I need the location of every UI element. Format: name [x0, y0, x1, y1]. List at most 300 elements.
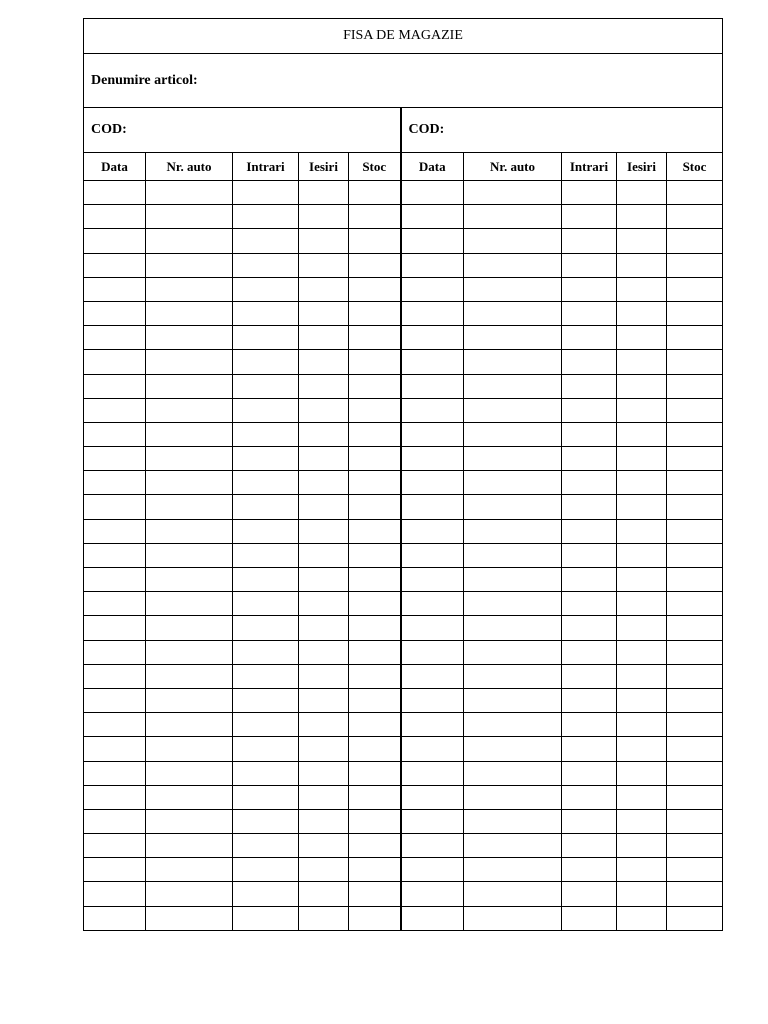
table-cell[interactable]	[464, 519, 562, 543]
table-cell[interactable]	[562, 447, 617, 471]
table-cell[interactable]	[562, 326, 617, 350]
table-cell[interactable]	[617, 592, 667, 616]
table-cell[interactable]	[299, 374, 349, 398]
table-cell[interactable]	[401, 181, 464, 205]
table-cell[interactable]	[146, 568, 233, 592]
table-cell[interactable]	[401, 205, 464, 229]
table-cell[interactable]	[562, 640, 617, 664]
table-cell[interactable]	[562, 422, 617, 446]
table-cell[interactable]	[617, 205, 667, 229]
table-cell[interactable]	[146, 326, 233, 350]
table-cell[interactable]	[146, 422, 233, 446]
table-cell[interactable]	[667, 592, 723, 616]
table-cell[interactable]	[667, 301, 723, 325]
table-cell[interactable]	[233, 688, 299, 712]
table-cell[interactable]	[562, 277, 617, 301]
table-cell[interactable]	[667, 422, 723, 446]
table-cell[interactable]	[617, 809, 667, 833]
table-cell[interactable]	[667, 616, 723, 640]
table-cell[interactable]	[233, 205, 299, 229]
table-cell[interactable]	[84, 713, 146, 737]
table-cell[interactable]	[349, 277, 401, 301]
table-cell[interactable]	[349, 616, 401, 640]
table-cell[interactable]	[667, 253, 723, 277]
table-cell[interactable]	[299, 592, 349, 616]
table-cell[interactable]	[562, 688, 617, 712]
table-cell[interactable]	[401, 785, 464, 809]
table-cell[interactable]	[401, 592, 464, 616]
table-cell[interactable]	[617, 374, 667, 398]
table-cell[interactable]	[401, 543, 464, 567]
table-cell[interactable]	[299, 277, 349, 301]
table-cell[interactable]	[562, 495, 617, 519]
table-cell[interactable]	[617, 350, 667, 374]
table-cell[interactable]	[464, 301, 562, 325]
table-cell[interactable]	[349, 447, 401, 471]
table-cell[interactable]	[562, 471, 617, 495]
table-cell[interactable]	[617, 882, 667, 906]
table-cell[interactable]	[233, 471, 299, 495]
table-cell[interactable]	[84, 785, 146, 809]
table-cell[interactable]	[146, 664, 233, 688]
table-cell[interactable]	[464, 906, 562, 930]
table-cell[interactable]	[233, 398, 299, 422]
table-cell[interactable]	[84, 688, 146, 712]
table-cell[interactable]	[84, 301, 146, 325]
table-cell[interactable]	[349, 713, 401, 737]
table-cell[interactable]	[233, 374, 299, 398]
table-cell[interactable]	[464, 374, 562, 398]
table-cell[interactable]	[617, 568, 667, 592]
table-cell[interactable]	[667, 326, 723, 350]
table-cell[interactable]	[233, 543, 299, 567]
table-cell[interactable]	[299, 447, 349, 471]
table-cell[interactable]	[299, 809, 349, 833]
table-cell[interactable]	[299, 688, 349, 712]
table-cell[interactable]	[146, 495, 233, 519]
table-cell[interactable]	[349, 205, 401, 229]
table-cell[interactable]	[464, 277, 562, 301]
table-cell[interactable]	[617, 616, 667, 640]
table-cell[interactable]	[84, 664, 146, 688]
table-cell[interactable]	[667, 809, 723, 833]
table-cell[interactable]	[84, 834, 146, 858]
table-cell[interactable]	[464, 713, 562, 737]
table-cell[interactable]	[562, 882, 617, 906]
table-cell[interactable]	[233, 713, 299, 737]
table-cell[interactable]	[349, 906, 401, 930]
table-cell[interactable]	[299, 543, 349, 567]
table-cell[interactable]	[299, 471, 349, 495]
table-cell[interactable]	[233, 592, 299, 616]
table-cell[interactable]	[617, 713, 667, 737]
table-cell[interactable]	[401, 350, 464, 374]
table-cell[interactable]	[299, 350, 349, 374]
table-cell[interactable]	[562, 229, 617, 253]
table-cell[interactable]	[146, 519, 233, 543]
table-cell[interactable]	[299, 229, 349, 253]
table-cell[interactable]	[146, 592, 233, 616]
table-cell[interactable]	[617, 785, 667, 809]
table-cell[interactable]	[146, 737, 233, 761]
table-cell[interactable]	[562, 809, 617, 833]
table-cell[interactable]	[464, 543, 562, 567]
table-cell[interactable]	[562, 181, 617, 205]
table-cell[interactable]	[146, 181, 233, 205]
table-cell[interactable]	[299, 906, 349, 930]
table-cell[interactable]	[667, 519, 723, 543]
table-cell[interactable]	[349, 568, 401, 592]
table-cell[interactable]	[349, 664, 401, 688]
table-cell[interactable]	[617, 906, 667, 930]
table-cell[interactable]	[299, 664, 349, 688]
table-cell[interactable]	[667, 277, 723, 301]
table-cell[interactable]	[84, 592, 146, 616]
table-cell[interactable]	[401, 398, 464, 422]
table-cell[interactable]	[401, 761, 464, 785]
table-cell[interactable]	[146, 882, 233, 906]
table-cell[interactable]	[464, 737, 562, 761]
table-cell[interactable]	[233, 761, 299, 785]
table-cell[interactable]	[299, 834, 349, 858]
table-cell[interactable]	[233, 858, 299, 882]
table-cell[interactable]	[84, 471, 146, 495]
right-cod-label[interactable]: COD:	[401, 108, 723, 153]
table-cell[interactable]	[617, 422, 667, 446]
table-cell[interactable]	[617, 858, 667, 882]
table-cell[interactable]	[562, 519, 617, 543]
table-cell[interactable]	[464, 568, 562, 592]
table-cell[interactable]	[84, 616, 146, 640]
table-cell[interactable]	[146, 761, 233, 785]
table-cell[interactable]	[562, 664, 617, 688]
table-cell[interactable]	[617, 495, 667, 519]
table-cell[interactable]	[667, 785, 723, 809]
table-cell[interactable]	[464, 253, 562, 277]
table-cell[interactable]	[464, 447, 562, 471]
table-cell[interactable]	[349, 495, 401, 519]
table-cell[interactable]	[667, 447, 723, 471]
table-cell[interactable]	[349, 229, 401, 253]
table-cell[interactable]	[349, 592, 401, 616]
table-cell[interactable]	[233, 640, 299, 664]
left-cod-label[interactable]: COD:	[84, 108, 401, 153]
table-cell[interactable]	[464, 229, 562, 253]
table-cell[interactable]	[401, 495, 464, 519]
table-cell[interactable]	[146, 616, 233, 640]
table-cell[interactable]	[667, 205, 723, 229]
table-cell[interactable]	[299, 181, 349, 205]
table-cell[interactable]	[233, 519, 299, 543]
table-cell[interactable]	[146, 688, 233, 712]
table-cell[interactable]	[233, 834, 299, 858]
table-cell[interactable]	[667, 229, 723, 253]
table-cell[interactable]	[464, 181, 562, 205]
table-cell[interactable]	[401, 737, 464, 761]
table-cell[interactable]	[401, 568, 464, 592]
table-cell[interactable]	[84, 809, 146, 833]
table-cell[interactable]	[146, 809, 233, 833]
table-cell[interactable]	[146, 640, 233, 664]
table-cell[interactable]	[401, 809, 464, 833]
table-cell[interactable]	[667, 350, 723, 374]
table-cell[interactable]	[562, 616, 617, 640]
table-cell[interactable]	[349, 181, 401, 205]
table-cell[interactable]	[233, 229, 299, 253]
table-cell[interactable]	[401, 422, 464, 446]
table-cell[interactable]	[349, 761, 401, 785]
table-cell[interactable]	[464, 592, 562, 616]
table-cell[interactable]	[84, 568, 146, 592]
table-cell[interactable]	[667, 761, 723, 785]
table-cell[interactable]	[84, 326, 146, 350]
table-cell[interactable]	[84, 640, 146, 664]
table-cell[interactable]	[667, 664, 723, 688]
table-cell[interactable]	[617, 688, 667, 712]
table-cell[interactable]	[349, 858, 401, 882]
table-cell[interactable]	[349, 737, 401, 761]
table-cell[interactable]	[401, 688, 464, 712]
table-cell[interactable]	[299, 616, 349, 640]
table-cell[interactable]	[299, 253, 349, 277]
table-cell[interactable]	[349, 398, 401, 422]
table-cell[interactable]	[84, 181, 146, 205]
table-cell[interactable]	[233, 568, 299, 592]
table-cell[interactable]	[667, 834, 723, 858]
table-cell[interactable]	[146, 471, 233, 495]
table-cell[interactable]	[401, 326, 464, 350]
table-cell[interactable]	[146, 398, 233, 422]
table-cell[interactable]	[349, 301, 401, 325]
table-cell[interactable]	[84, 205, 146, 229]
table-cell[interactable]	[233, 326, 299, 350]
table-cell[interactable]	[617, 834, 667, 858]
table-cell[interactable]	[84, 422, 146, 446]
table-cell[interactable]	[84, 447, 146, 471]
table-cell[interactable]	[349, 422, 401, 446]
table-cell[interactable]	[401, 906, 464, 930]
table-cell[interactable]	[562, 761, 617, 785]
table-cell[interactable]	[401, 471, 464, 495]
table-cell[interactable]	[562, 906, 617, 930]
table-cell[interactable]	[562, 374, 617, 398]
table-cell[interactable]	[401, 882, 464, 906]
table-cell[interactable]	[84, 277, 146, 301]
table-cell[interactable]	[84, 906, 146, 930]
table-cell[interactable]	[617, 398, 667, 422]
table-cell[interactable]	[299, 519, 349, 543]
table-cell[interactable]	[84, 398, 146, 422]
table-cell[interactable]	[617, 277, 667, 301]
table-cell[interactable]	[299, 568, 349, 592]
table-cell[interactable]	[464, 834, 562, 858]
table-cell[interactable]	[84, 229, 146, 253]
table-cell[interactable]	[146, 858, 233, 882]
table-cell[interactable]	[617, 543, 667, 567]
table-cell[interactable]	[146, 205, 233, 229]
table-cell[interactable]	[562, 713, 617, 737]
table-cell[interactable]	[299, 640, 349, 664]
table-cell[interactable]	[349, 809, 401, 833]
table-cell[interactable]	[464, 785, 562, 809]
table-cell[interactable]	[233, 809, 299, 833]
table-cell[interactable]	[233, 422, 299, 446]
table-cell[interactable]	[299, 858, 349, 882]
table-cell[interactable]	[349, 253, 401, 277]
table-cell[interactable]	[401, 858, 464, 882]
table-cell[interactable]	[233, 253, 299, 277]
table-cell[interactable]	[84, 737, 146, 761]
table-cell[interactable]	[617, 471, 667, 495]
table-cell[interactable]	[299, 422, 349, 446]
table-cell[interactable]	[667, 543, 723, 567]
table-cell[interactable]	[233, 277, 299, 301]
table-cell[interactable]	[401, 277, 464, 301]
table-cell[interactable]	[233, 447, 299, 471]
table-cell[interactable]	[562, 592, 617, 616]
table-cell[interactable]	[299, 882, 349, 906]
table-cell[interactable]	[464, 616, 562, 640]
table-cell[interactable]	[233, 301, 299, 325]
table-cell[interactable]	[233, 350, 299, 374]
table-cell[interactable]	[562, 737, 617, 761]
table-cell[interactable]	[146, 906, 233, 930]
table-cell[interactable]	[299, 301, 349, 325]
table-cell[interactable]	[667, 181, 723, 205]
table-cell[interactable]	[617, 737, 667, 761]
table-cell[interactable]	[617, 301, 667, 325]
table-cell[interactable]	[464, 205, 562, 229]
table-cell[interactable]	[146, 350, 233, 374]
table-cell[interactable]	[349, 785, 401, 809]
table-cell[interactable]	[233, 664, 299, 688]
item-name-label[interactable]: Denumire articol:	[84, 54, 723, 108]
table-cell[interactable]	[349, 640, 401, 664]
table-cell[interactable]	[349, 688, 401, 712]
table-cell[interactable]	[667, 882, 723, 906]
table-cell[interactable]	[401, 447, 464, 471]
table-cell[interactable]	[562, 785, 617, 809]
table-cell[interactable]	[299, 785, 349, 809]
table-cell[interactable]	[562, 301, 617, 325]
table-cell[interactable]	[667, 495, 723, 519]
table-cell[interactable]	[146, 713, 233, 737]
table-cell[interactable]	[349, 543, 401, 567]
table-cell[interactable]	[562, 834, 617, 858]
table-cell[interactable]	[464, 471, 562, 495]
table-cell[interactable]	[299, 713, 349, 737]
table-cell[interactable]	[84, 519, 146, 543]
table-cell[interactable]	[667, 858, 723, 882]
table-cell[interactable]	[299, 205, 349, 229]
table-cell[interactable]	[146, 834, 233, 858]
table-cell[interactable]	[617, 664, 667, 688]
table-cell[interactable]	[84, 374, 146, 398]
table-cell[interactable]	[84, 495, 146, 519]
table-cell[interactable]	[299, 761, 349, 785]
table-cell[interactable]	[667, 398, 723, 422]
table-cell[interactable]	[464, 809, 562, 833]
table-cell[interactable]	[617, 519, 667, 543]
table-cell[interactable]	[562, 398, 617, 422]
table-cell[interactable]	[617, 229, 667, 253]
table-cell[interactable]	[401, 664, 464, 688]
table-cell[interactable]	[464, 688, 562, 712]
table-cell[interactable]	[401, 519, 464, 543]
table-cell[interactable]	[464, 761, 562, 785]
table-cell[interactable]	[84, 761, 146, 785]
table-cell[interactable]	[233, 882, 299, 906]
table-cell[interactable]	[233, 737, 299, 761]
table-cell[interactable]	[349, 519, 401, 543]
table-cell[interactable]	[562, 568, 617, 592]
table-cell[interactable]	[667, 640, 723, 664]
table-cell[interactable]	[146, 374, 233, 398]
table-cell[interactable]	[146, 253, 233, 277]
table-cell[interactable]	[401, 834, 464, 858]
table-cell[interactable]	[349, 326, 401, 350]
table-cell[interactable]	[562, 543, 617, 567]
table-cell[interactable]	[464, 640, 562, 664]
table-cell[interactable]	[84, 253, 146, 277]
table-cell[interactable]	[233, 495, 299, 519]
table-cell[interactable]	[146, 543, 233, 567]
table-cell[interactable]	[401, 301, 464, 325]
table-cell[interactable]	[349, 471, 401, 495]
table-cell[interactable]	[617, 640, 667, 664]
table-cell[interactable]	[401, 253, 464, 277]
table-cell[interactable]	[233, 181, 299, 205]
table-cell[interactable]	[146, 301, 233, 325]
table-cell[interactable]	[233, 785, 299, 809]
table-cell[interactable]	[464, 350, 562, 374]
table-cell[interactable]	[233, 616, 299, 640]
table-cell[interactable]	[146, 277, 233, 301]
table-cell[interactable]	[349, 834, 401, 858]
table-cell[interactable]	[667, 568, 723, 592]
table-cell[interactable]	[84, 543, 146, 567]
table-cell[interactable]	[562, 350, 617, 374]
table-cell[interactable]	[401, 713, 464, 737]
table-cell[interactable]	[299, 737, 349, 761]
table-cell[interactable]	[464, 398, 562, 422]
table-cell[interactable]	[299, 326, 349, 350]
table-cell[interactable]	[617, 181, 667, 205]
table-cell[interactable]	[562, 253, 617, 277]
table-cell[interactable]	[464, 664, 562, 688]
table-cell[interactable]	[617, 326, 667, 350]
table-cell[interactable]	[233, 906, 299, 930]
table-cell[interactable]	[299, 398, 349, 422]
table-cell[interactable]	[349, 350, 401, 374]
table-cell[interactable]	[667, 713, 723, 737]
table-cell[interactable]	[299, 495, 349, 519]
table-cell[interactable]	[464, 495, 562, 519]
table-cell[interactable]	[667, 471, 723, 495]
table-cell[interactable]	[349, 882, 401, 906]
table-cell[interactable]	[349, 374, 401, 398]
table-cell[interactable]	[401, 229, 464, 253]
table-cell[interactable]	[146, 447, 233, 471]
table-cell[interactable]	[617, 447, 667, 471]
table-cell[interactable]	[667, 374, 723, 398]
table-cell[interactable]	[464, 326, 562, 350]
table-cell[interactable]	[617, 761, 667, 785]
table-cell[interactable]	[464, 858, 562, 882]
table-cell[interactable]	[84, 858, 146, 882]
table-cell[interactable]	[464, 882, 562, 906]
table-cell[interactable]	[617, 253, 667, 277]
